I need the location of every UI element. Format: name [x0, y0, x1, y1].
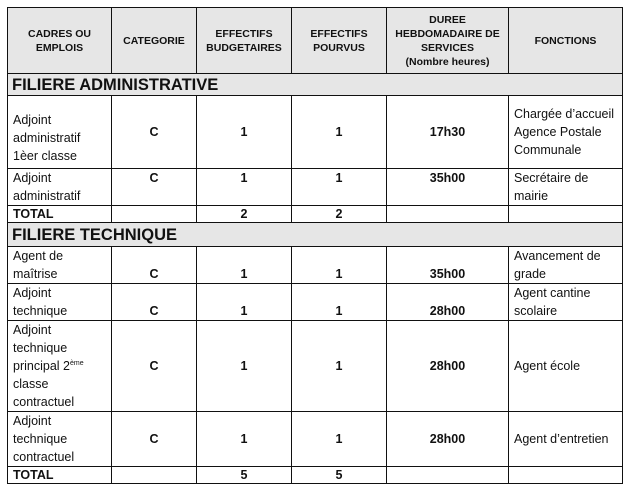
header-duree [387, 8, 509, 74]
fonction-cell: Chargée d’accueil Agence Postale Communale [509, 96, 623, 169]
section-title: FILIERE ADMINISTRATIVE [8, 74, 623, 96]
section-title: FILIERE TECHNIQUE [8, 223, 623, 247]
categorie-cell: C [112, 247, 197, 284]
fonction-cell: Secrétaire de mairie [509, 169, 623, 206]
categorie-cell: C [112, 284, 197, 321]
duree-cell: 28h00 [387, 284, 509, 321]
categorie-cell: C [112, 412, 197, 467]
empty-cell [387, 467, 509, 484]
duree-cell: 35h00 [387, 247, 509, 284]
fonction-cell: Agent d’entretien [509, 412, 623, 467]
pourvus-cell: 1 [292, 96, 387, 169]
budgetaires-cell: 1 [197, 412, 292, 467]
total-pourvus: 5 [292, 467, 387, 484]
empty-cell [112, 206, 197, 223]
table-row [8, 284, 623, 321]
total-budgetaires: 2 [197, 206, 292, 223]
header-duree-main: DUREE HEBDOMADAIRE DE SERVICES [395, 13, 500, 54]
cadre-text-after: classe contractuel [13, 377, 75, 409]
cadre-cell: Adjoint administratif 1èer classe [8, 96, 112, 169]
empty-cell [112, 467, 197, 484]
pourvus-cell: 1 [292, 321, 387, 412]
header-row [8, 8, 623, 74]
fonction-cell: Agent cantine scolaire [509, 284, 623, 321]
total-budgetaires: 5 [197, 467, 292, 484]
header-fonctions: FONCTIONS [509, 8, 623, 74]
header-cadres: CADRES OU EMPLOIS [8, 8, 112, 74]
budgetaires-cell: 1 [197, 247, 292, 284]
budgetaires-cell: 1 [197, 169, 292, 206]
empty-cell [387, 206, 509, 223]
section-row [8, 223, 623, 247]
total-row [8, 467, 623, 484]
cadre-cell: Adjoint technique contractuel [8, 412, 112, 467]
effectifs-table [7, 7, 623, 484]
header-categorie: CATEGORIE [112, 8, 197, 74]
table-row [8, 321, 623, 412]
pourvus-cell: 1 [292, 284, 387, 321]
cadre-superscript: ème [69, 359, 84, 367]
section-row [8, 74, 623, 96]
duree-cell: 17h30 [387, 96, 509, 169]
duree-cell: 35h00 [387, 169, 509, 206]
pourvus-cell: 1 [292, 169, 387, 206]
table-row [8, 96, 623, 169]
categorie-cell: C [112, 321, 197, 412]
budgetaires-cell: 1 [197, 321, 292, 412]
total-label: TOTAL [8, 467, 112, 484]
total-row [8, 206, 623, 223]
table-row [8, 412, 623, 467]
budgetaires-cell: 1 [197, 284, 292, 321]
fonction-cell: Agent école [509, 321, 623, 412]
duree-cell: 28h00 [387, 321, 509, 412]
empty-cell [509, 206, 623, 223]
header-budgetaires: EFFECTIFS BUDGETAIRES [197, 8, 292, 74]
cadre-cell: Agent de maîtrise [8, 247, 112, 284]
table-row [8, 247, 623, 284]
header-duree-unit: (Nombre heures) [405, 55, 490, 68]
cadre-text: Adjoint technique principal 2 [13, 323, 70, 373]
cadre-cell [8, 321, 112, 412]
header-pourvus: EFFECTIFS POURVUS [292, 8, 387, 74]
cadre-cell: Adjoint administratif [8, 169, 112, 206]
categorie-cell: C [112, 96, 197, 169]
total-label: TOTAL [8, 206, 112, 223]
empty-cell [509, 467, 623, 484]
budgetaires-cell: 1 [197, 96, 292, 169]
fonction-cell: Avancement de grade [509, 247, 623, 284]
table-row [8, 169, 623, 206]
cadre-cell: Adjoint technique [8, 284, 112, 321]
categorie-cell: C [112, 169, 197, 206]
pourvus-cell: 1 [292, 412, 387, 467]
total-pourvus: 2 [292, 206, 387, 223]
pourvus-cell: 1 [292, 247, 387, 284]
duree-cell: 28h00 [387, 412, 509, 467]
